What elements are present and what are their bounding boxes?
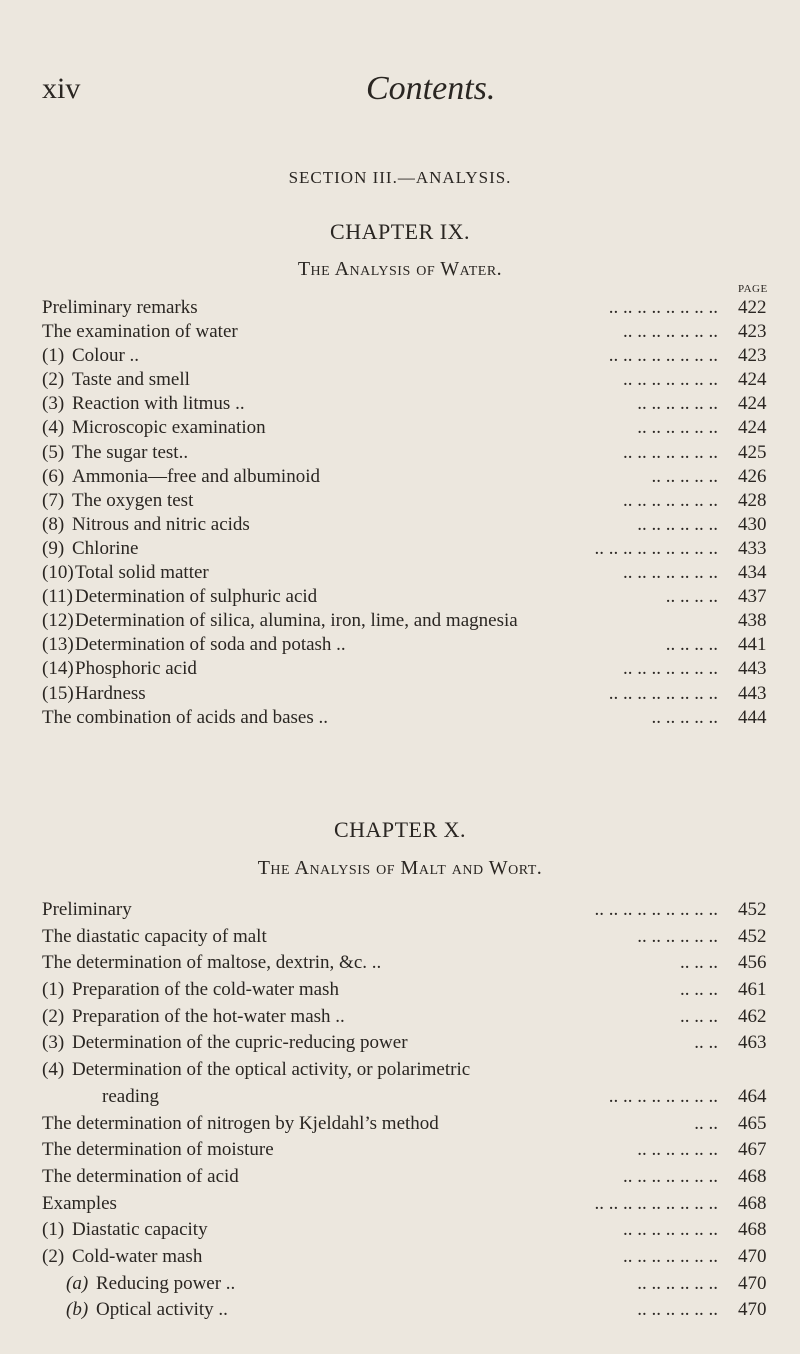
toc-leader-dots: .. .. .. <box>680 979 718 1001</box>
toc-leader-dots: .. .. .. .. .. .. .. .. <box>608 345 718 367</box>
toc-entry <box>0 585 800 609</box>
toc-entry-number: (2) <box>42 1005 65 1027</box>
toc-entry <box>0 609 800 633</box>
toc-entry-title: Examples <box>42 1192 117 1214</box>
toc-page-number: 433 <box>738 537 767 559</box>
toc-page-number: 437 <box>738 586 767 608</box>
toc-entry <box>0 513 800 537</box>
toc-entry <box>0 320 800 344</box>
toc-leader-dots: .. .. <box>694 1032 718 1054</box>
toc-leader-dots: .. .. .. .. .. .. .. .. <box>608 1085 718 1107</box>
toc-page-number: 463 <box>738 1032 767 1054</box>
toc-page-number: 425 <box>738 441 767 463</box>
toc-entry-number: (10) <box>42 562 74 584</box>
toc-entry-title: Cold-water mash <box>72 1245 203 1267</box>
toc-entry-title: The determination of moisture <box>42 1139 274 1161</box>
toc-entry-title: Nitrous and nitric acids <box>72 513 250 535</box>
toc-leader-dots: .. .. .. .. .. .. .. .. <box>608 297 718 318</box>
toc-entry <box>0 950 800 977</box>
toc-leader-dots: .. .. .. .. <box>665 634 718 656</box>
section-heading: SECTION III.—ANALYSIS. <box>288 168 512 187</box>
toc-entry-number: (b) <box>66 1299 89 1321</box>
toc-page-number: 426 <box>738 465 767 487</box>
toc-entry-number: (4) <box>42 417 65 439</box>
toc-entry-title: Determination of sulphuric acid <box>75 586 318 608</box>
toc-entry <box>0 1057 800 1084</box>
toc-entry <box>0 1004 800 1031</box>
toc-entry-number: (2) <box>42 1245 65 1267</box>
toc-entry <box>0 682 800 706</box>
toc-leader-dots: .. .. .. .. .. .. .. <box>623 1165 718 1187</box>
toc-leader-dots: .. .. <box>694 1112 718 1134</box>
toc-entry-title: The combination of acids and bases .. <box>42 706 328 728</box>
toc-page-number: 470 <box>738 1245 767 1267</box>
toc-page-number: 443 <box>738 682 767 704</box>
toc-entry <box>0 657 800 681</box>
toc-page-number: 470 <box>738 1299 767 1321</box>
toc-page-number: 468 <box>738 1192 767 1214</box>
toc-entry-title: Microscopic examination <box>72 417 266 439</box>
toc-entry-title: The diastatic capacity of malt <box>42 925 267 947</box>
toc-leader-dots: .. .. .. .. .. .. .. <box>623 658 718 680</box>
toc-page-number: 468 <box>738 1165 767 1187</box>
toc-leader-dots: .. .. .. .. .. .. .. .. <box>608 682 718 704</box>
toc-entry-title: Phosphoric acid <box>75 658 197 680</box>
toc-entry <box>0 537 800 561</box>
toc-entry <box>0 1244 800 1271</box>
toc-entry <box>0 1191 800 1218</box>
toc-entry <box>0 465 800 489</box>
toc-leader-dots: .. .. .. .. .. .. <box>637 925 718 947</box>
toc-entry-number: (3) <box>42 1032 65 1054</box>
page-column-label: PAGE <box>738 283 768 295</box>
toc-leader-dots: .. .. .. .. .. .. <box>637 1299 718 1321</box>
toc-entry-title: Taste and smell <box>72 369 190 391</box>
toc-entry-title: Colour .. <box>72 345 140 367</box>
toc-leader-dots: .. .. .. .. .. .. <box>637 1272 718 1294</box>
toc-entry-title: The sugar test.. <box>72 441 189 463</box>
toc-leader-dots: .. .. .. .. <box>665 586 718 608</box>
toc-entry <box>0 1111 800 1138</box>
toc-entry <box>0 489 800 513</box>
toc-page-number: 428 <box>738 489 767 511</box>
toc-entry <box>0 368 800 392</box>
toc-entry-number: (4) <box>42 1059 65 1081</box>
toc-page-number: 462 <box>738 1005 767 1027</box>
toc-chapter-9 <box>0 296 800 730</box>
toc-entry-title: Total solid matter <box>75 562 209 584</box>
toc-entry-title: The determination of acid <box>42 1165 239 1187</box>
toc-entry <box>0 392 800 416</box>
toc-entry <box>0 1217 800 1244</box>
toc-entry-number: (11) <box>42 586 73 608</box>
toc-entry-title: Diastatic capacity <box>72 1219 208 1241</box>
toc-leader-dots: .. .. .. .. .. .. <box>637 1139 718 1161</box>
chapter-title: CHAPTER X. <box>333 817 467 842</box>
page-number: xiv <box>42 72 81 105</box>
toc-leader-dots: .. .. .. .. .. .. <box>637 417 718 439</box>
toc-entry-number: (15) <box>42 682 74 704</box>
toc-entry <box>0 1030 800 1057</box>
toc-entry-title: Determination of the cupric-reducing power <box>72 1032 408 1054</box>
toc-entry-number: (1) <box>42 1219 65 1241</box>
toc-entry <box>0 977 800 1004</box>
toc-entry-title: Preparation of the cold-water mash <box>72 979 339 1001</box>
toc-entry-number: (12) <box>42 610 74 632</box>
toc-entry-title: The examination of water <box>42 321 238 343</box>
toc-page-number: 424 <box>738 369 767 391</box>
toc-page-number: 424 <box>738 393 767 415</box>
running-head: Contents. <box>366 70 496 107</box>
toc-entry <box>0 1084 800 1111</box>
toc-entry <box>0 924 800 951</box>
toc-page-number: 452 <box>738 925 767 947</box>
toc-entry <box>0 296 800 320</box>
toc-chapter-10 <box>0 897 800 1324</box>
toc-page-number: 465 <box>738 1112 767 1134</box>
toc-entry-title: Optical activity .. <box>96 1299 228 1321</box>
toc-page-number: 461 <box>738 979 767 1001</box>
toc-entry-title: Reducing power .. <box>96 1272 236 1294</box>
toc-page-number: 470 <box>738 1272 767 1294</box>
toc-entry-number: (2) <box>42 369 65 391</box>
toc-entry <box>0 1137 800 1164</box>
toc-page-number: 468 <box>738 1219 767 1241</box>
toc-entry <box>0 706 800 730</box>
toc-leader-dots: .. .. .. .. .. .. .. .. .. <box>594 899 718 920</box>
toc-entry-number: (1) <box>42 979 65 1001</box>
toc-leader-dots: .. .. .. .. .. .. .. .. .. <box>594 1192 718 1214</box>
toc-entry-number: (13) <box>42 634 74 656</box>
toc-leader-dots: .. .. .. .. .. .. .. <box>623 321 718 343</box>
toc-page-number: 441 <box>738 634 767 656</box>
toc-entry-title: Determination of the optical activity, or polarimetric <box>72 1059 471 1081</box>
toc-entry-number: (8) <box>42 513 65 535</box>
toc-leader-dots: .. .. .. .. .. .. <box>637 393 718 415</box>
toc-entry-title: Preparation of the hot-water mash .. <box>72 1005 345 1027</box>
toc-page-number: 430 <box>738 513 767 535</box>
toc-entry-title: Determination of soda and potash .. <box>75 634 346 656</box>
toc-entry <box>0 1297 800 1324</box>
toc-entry <box>0 897 800 924</box>
toc-entry <box>0 344 800 368</box>
toc-entry-title: The oxygen test <box>72 489 194 511</box>
toc-entry-title: reading <box>102 1085 159 1107</box>
toc-leader-dots: .. .. .. .. .. .. .. <box>623 1245 718 1267</box>
toc-page-number: 423 <box>738 345 767 367</box>
chapter-subtitle: The Analysis of Water. <box>297 258 503 280</box>
toc-entry-title: The determination of maltose, dextrin, &c. .. <box>42 952 382 974</box>
toc-leader-dots: .. .. .. .. .. .. .. <box>623 562 718 584</box>
toc-page-number: 444 <box>738 706 767 728</box>
toc-leader-dots: .. .. .. <box>680 952 718 974</box>
toc-entry-title: Reaction with litmus .. <box>72 393 245 415</box>
toc-entry-number: (a) <box>66 1272 89 1294</box>
toc-page-number: 434 <box>738 562 767 584</box>
toc-leader-dots: .. .. .. <box>680 1005 718 1027</box>
toc-page-number: 467 <box>738 1139 767 1161</box>
toc-page-number: 422 <box>738 297 767 318</box>
toc-entry-number: (9) <box>42 537 65 559</box>
toc-leader-dots: .. .. .. .. .. .. .. .. .. <box>594 537 718 559</box>
toc-page-number: 464 <box>738 1085 767 1107</box>
toc-leader-dots: .. .. .. .. .. <box>651 706 718 728</box>
toc-page-number: 456 <box>738 952 767 974</box>
toc-page-number: 438 <box>738 610 767 632</box>
toc-entry-title: The determination of nitrogen by Kjeldahl’s method <box>42 1112 439 1134</box>
toc-page-number: 423 <box>738 321 767 343</box>
toc-entry-number: (7) <box>42 489 65 511</box>
toc-leader-dots: .. .. .. .. .. .. .. <box>623 441 718 463</box>
toc-entry-title: Preliminary <box>42 899 132 920</box>
toc-page-number: 424 <box>738 417 767 439</box>
toc-leader-dots: .. .. .. .. .. .. .. <box>623 1219 718 1241</box>
toc-page-number: 443 <box>738 658 767 680</box>
toc-entry-number: (5) <box>42 441 65 463</box>
toc-leader-dots: .. .. .. .. .. .. <box>637 513 718 535</box>
toc-leader-dots: .. .. .. .. .. .. .. <box>623 369 718 391</box>
toc-entry <box>0 1271 800 1298</box>
toc-leader-dots: .. .. .. .. .. <box>651 465 718 487</box>
toc-entry-number: (3) <box>42 393 65 415</box>
toc-entry-number: (14) <box>42 658 74 680</box>
toc-page-number: 452 <box>738 899 767 920</box>
chapter-title: CHAPTER IX. <box>330 219 470 244</box>
toc-leader-dots: .. .. .. .. .. .. .. <box>623 489 718 511</box>
toc-entry <box>0 561 800 585</box>
toc-entry-number: (1) <box>42 345 65 367</box>
toc-entry-title: Ammonia—free and albuminoid <box>72 465 320 487</box>
toc-entry <box>0 633 800 657</box>
toc-entry <box>0 416 800 440</box>
toc-entry-number: (6) <box>42 465 65 487</box>
toc-entry <box>0 1164 800 1191</box>
chapter-subtitle: The Analysis of Malt and Wort. <box>257 857 543 879</box>
toc-entry <box>0 441 800 465</box>
toc-entry-title: Preliminary remarks <box>42 297 198 318</box>
toc-entry-title: Hardness <box>75 682 146 704</box>
toc-entry-title: Chlorine <box>72 537 139 559</box>
toc-entry-title: Determination of silica, alumina, iron, lime, and magnesia <box>75 610 518 632</box>
